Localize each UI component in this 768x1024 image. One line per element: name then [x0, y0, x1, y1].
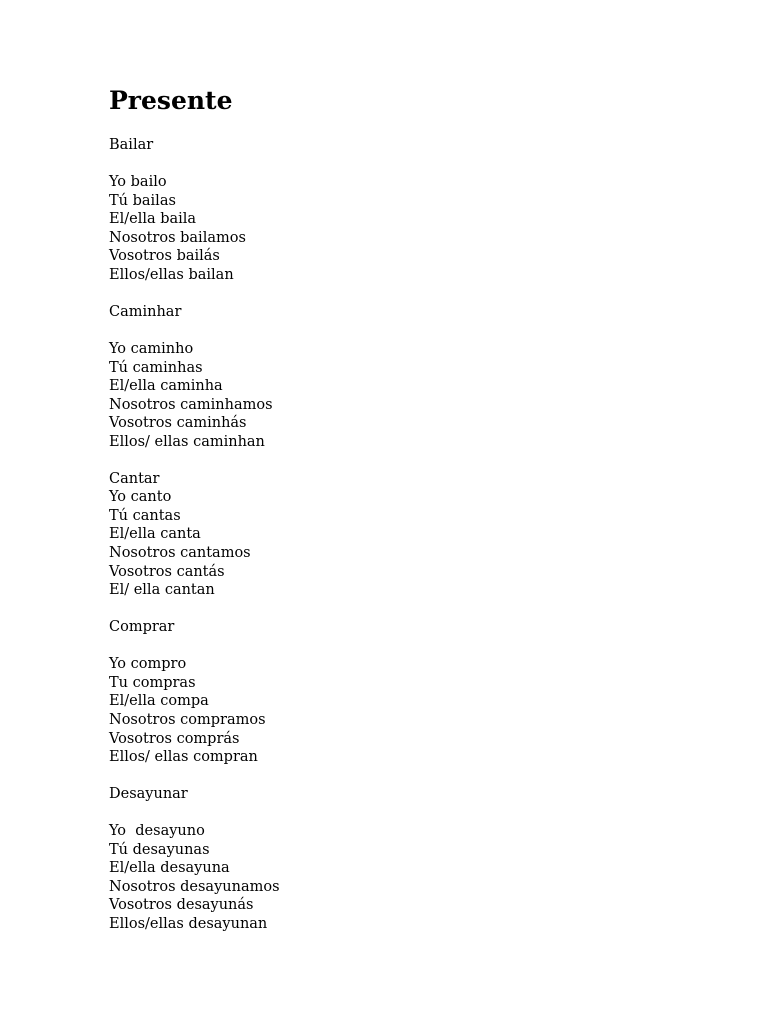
- text-line: Tú bailas: [109, 192, 176, 209]
- text-line: [109, 321, 709, 340]
- text-line: El/ella canta: [109, 526, 201, 543]
- text-line: Nosotros desayunamos: [109, 878, 280, 895]
- text-line: [109, 804, 709, 823]
- text-line: Yo canto: [109, 489, 172, 506]
- text-line: Ellos/ellas bailan: [109, 266, 234, 283]
- text-line: Tú desayunas: [109, 841, 210, 858]
- text-line: Yo desayuno: [109, 823, 205, 840]
- text-line: Yo bailo: [109, 174, 167, 191]
- text-line: Vosotros bailás: [109, 248, 220, 265]
- text-line: Vosotros caminhás: [109, 415, 247, 432]
- text-line: Yo caminho: [109, 341, 194, 358]
- text-body: [109, 136, 709, 934]
- text-line: Tú cantas: [109, 507, 181, 524]
- text-line: Bailar: [109, 137, 154, 153]
- text-line: Ellos/ ellas compran: [109, 749, 258, 766]
- text-line: Vosotros comprás: [109, 730, 240, 747]
- text-line: El/ella desayuna: [109, 860, 230, 877]
- text-line: [109, 637, 709, 656]
- text-line: Caminhar: [109, 303, 182, 320]
- text-line: Nosotros compramos: [109, 711, 266, 728]
- text-line: [109, 600, 709, 619]
- text-line: Comprar: [109, 619, 175, 636]
- page-title: Presente: [109, 86, 233, 115]
- text-line: Ellos/ ellas caminhan: [109, 433, 265, 450]
- text-line: El/ella caminha: [109, 378, 223, 395]
- text-line: Desayunar: [109, 786, 188, 803]
- text-line: Nosotros caminhamos: [109, 396, 273, 413]
- text-line: El/ ella cantan: [109, 582, 215, 599]
- text-line: El/ella baila: [109, 211, 197, 228]
- text-line: Nosotros bailamos: [109, 229, 246, 246]
- text-line: El/ella compa: [109, 693, 209, 710]
- text-line: Vosotros desayunás: [109, 897, 254, 914]
- text-line: Vosotros cantás: [109, 563, 225, 580]
- text-line: [109, 155, 709, 174]
- text-line: [109, 451, 709, 470]
- text-line: Ellos/ellas desayunan: [109, 915, 268, 932]
- text-line: Yo compro: [109, 656, 187, 673]
- text-line: Cantar: [109, 470, 160, 487]
- document-page: [109, 86, 709, 934]
- text-line: Nosotros cantamos: [109, 545, 251, 562]
- text-line: [109, 767, 709, 786]
- text-line: Tú caminhas: [109, 359, 203, 376]
- text-line: Tu compras: [109, 674, 196, 691]
- text-line: [109, 284, 709, 303]
